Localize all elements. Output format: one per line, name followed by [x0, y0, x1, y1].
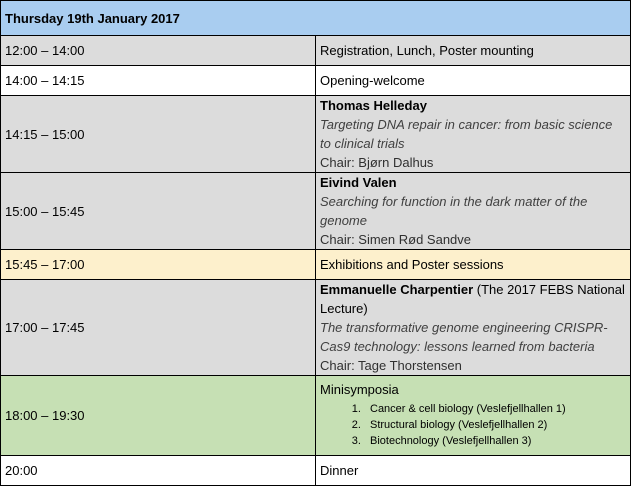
speaker-name: Thomas Helleday — [320, 98, 427, 113]
list-item: 2. Structural biology (Veslefjellhallen 2) — [364, 417, 626, 433]
talk-title: Searching for function in the dark matter of the genome — [320, 194, 588, 228]
talk-title: The transformative genome engineering CRISPR-Cas9 technology: lessons learned from bacteria — [320, 320, 608, 354]
speaker-name: Emmanuelle Charpentier — [320, 282, 474, 297]
time-cell: 17:00 – 17:45 — [1, 280, 316, 376]
speaker-note: (The 2017 FEBS National Lecture) — [320, 282, 625, 316]
event-cell — [316, 96, 631, 173]
chair-name: Chair: Bjørn Dalhus — [320, 155, 434, 170]
day-title: Thursday 19th January 2017 — [1, 1, 631, 36]
event-cell: Registration, Lunch, Poster mounting — [316, 36, 631, 66]
list-item: 3. Biotechnology (Veslefjellhallen 3) — [364, 433, 626, 449]
schedule-row — [1, 173, 631, 250]
minisymposia-label: Minisymposia — [320, 382, 399, 397]
event-cell: Exhibitions and Poster sessions — [316, 250, 631, 280]
schedule-row — [1, 66, 631, 96]
speaker-name: Eivind Valen — [320, 175, 397, 190]
time-cell: 14:15 – 15:00 — [1, 96, 316, 173]
schedule-row — [1, 376, 631, 456]
schedule-header-row — [1, 1, 631, 36]
chair-name: Chair: Tage Thorstensen — [320, 358, 462, 373]
event-cell: Opening-welcome — [316, 66, 631, 96]
event-cell: Dinner — [316, 456, 631, 486]
schedule-row — [1, 250, 631, 280]
chair-name: Chair: Simen Rød Sandve — [320, 232, 472, 247]
event-cell — [316, 173, 631, 250]
schedule-row — [1, 280, 631, 376]
time-cell: 20:00 — [1, 456, 316, 486]
time-cell: 15:45 – 17:00 — [1, 250, 316, 280]
time-cell: 15:00 – 15:45 — [1, 173, 316, 250]
time-cell: 14:00 – 14:15 — [1, 66, 316, 96]
schedule-row — [1, 96, 631, 173]
speaker-line — [320, 280, 626, 318]
list-item: 1. Cancer & cell biology (Veslefjellhallen 1) — [364, 401, 626, 417]
schedule-row — [1, 456, 631, 486]
minisymposia-list — [320, 401, 626, 449]
event-cell — [316, 280, 631, 376]
time-cell: 18:00 – 19:30 — [1, 376, 316, 456]
schedule-row — [1, 36, 631, 66]
time-cell: 12:00 – 14:00 — [1, 36, 316, 66]
talk-title: Targeting DNA repair in cancer: from basic science to clinical trials — [320, 117, 613, 151]
event-cell — [316, 376, 631, 456]
